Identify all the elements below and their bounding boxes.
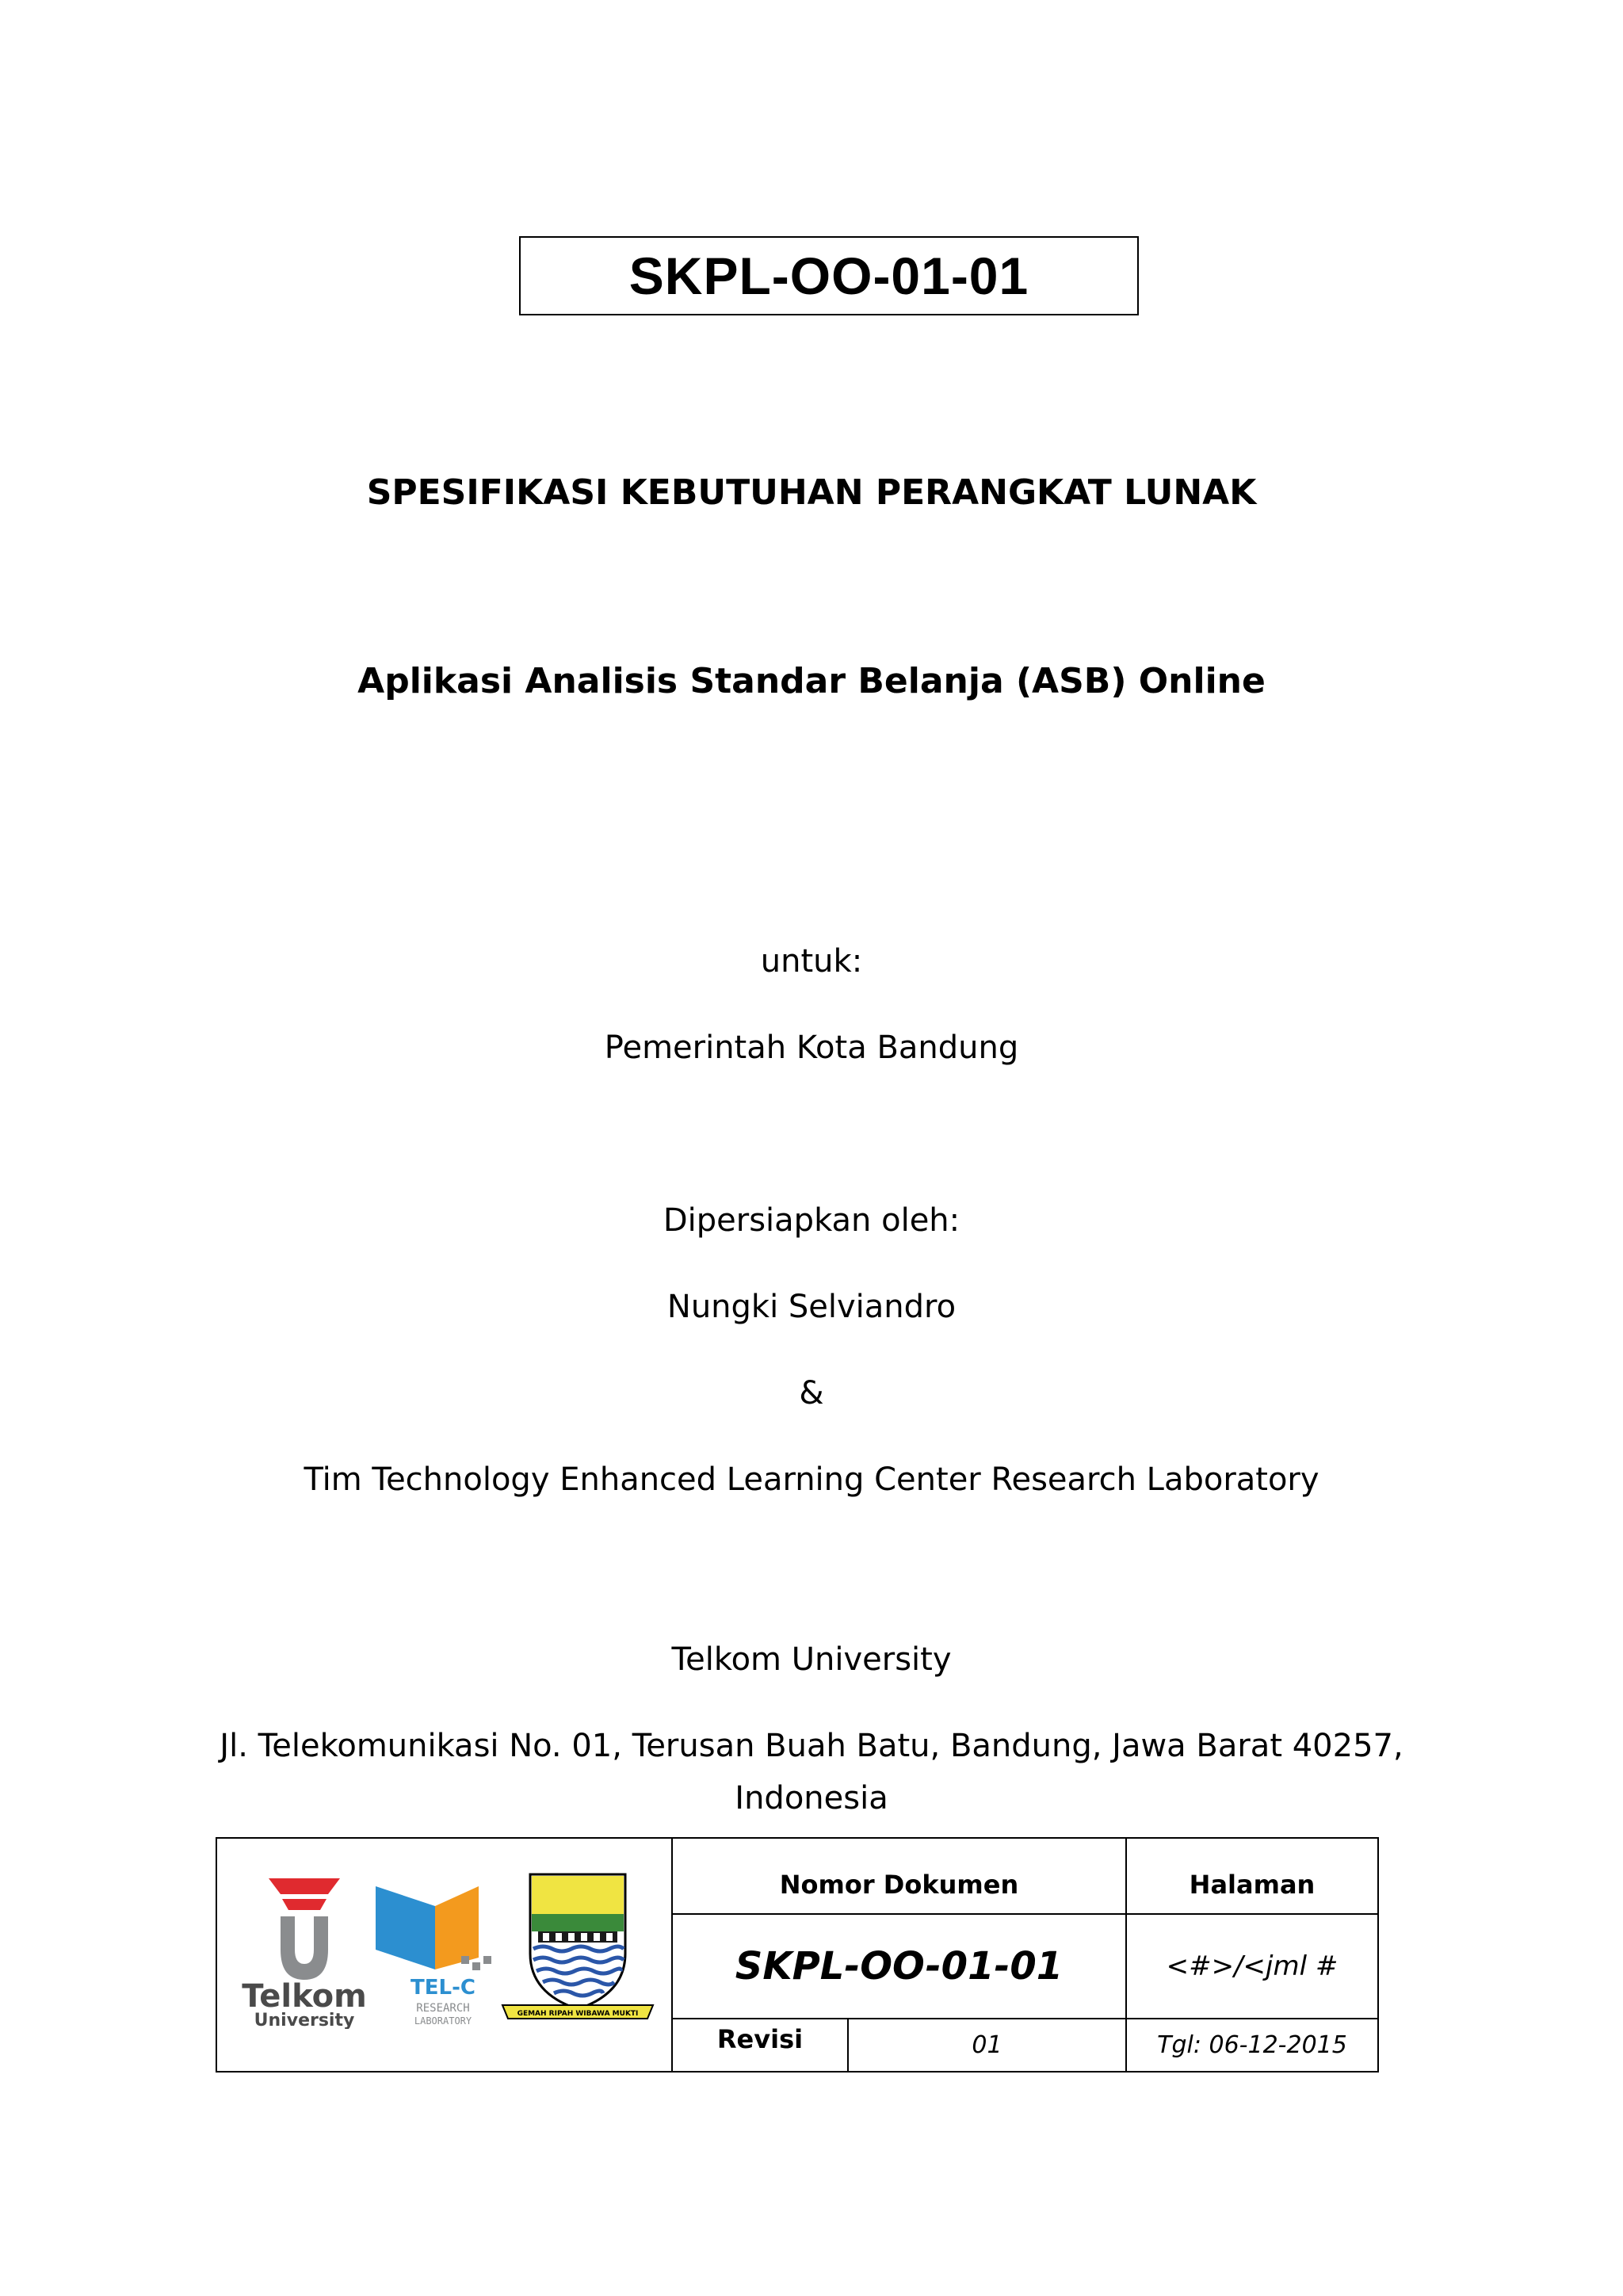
author-name: Nungki Selviandro (666, 1289, 957, 1325)
telc-laboratory-text: LABORATORY (414, 2015, 472, 2027)
document-subtitle: Aplikasi Analisis Standar Belanja (ASB) Online (357, 661, 1266, 701)
telkom-logo-text: Telkom (242, 1978, 367, 2015)
telc-lab-logo (368, 1870, 502, 2037)
document-code-box (519, 236, 1139, 315)
page-header: Halaman (1127, 1839, 1377, 1915)
bandung-motto-text: GEMAH RIPAH WIBAWA MUKTI (517, 2010, 639, 2018)
document-number-header: Nomor Dokumen (673, 1839, 1127, 1915)
telkom-university-logo (233, 1870, 376, 2029)
page-value: <#>/<jml # (1127, 1915, 1377, 2019)
address-line: Jl. Telekomunikasi No. 01, Terusan Buah Batu, Bandung, Jawa Barat 40257, (220, 1728, 1403, 1764)
for-label: untuk: (760, 943, 863, 980)
document-code: SKPL-OO-01-01 (628, 246, 1029, 305)
ampersand: & (799, 1375, 824, 1412)
prepared-by-label: Dipersiapkan oleh: (663, 1202, 960, 1239)
footer-table (216, 1837, 1379, 2073)
revision-label: Revisi (673, 2019, 849, 2071)
team-name: Tim Technology Enhanced Learning Center Research Laboratory (304, 1461, 1319, 1498)
country-line: Indonesia (735, 1780, 888, 1817)
university-name: Telkom University (671, 1641, 952, 1678)
footer-logos-cell (217, 1839, 673, 2071)
university-logo-text: University (254, 2011, 355, 2029)
telc-logo-text: TEL-C (411, 1976, 475, 2000)
client-name: Pemerintah Kota Bandung (604, 1030, 1019, 1066)
document-number-value: SKPL-OO-01-01 (673, 1915, 1127, 2019)
date-value: Tgl: 06-12-2015 (1157, 2031, 1347, 2059)
revision-value: 01 (849, 2019, 1127, 2071)
bandung-city-emblem (498, 1866, 657, 2041)
document-title: SPESIFIKASI KEBUTUHAN PERANGKAT LUNAK (366, 472, 1257, 513)
telc-research-text: RESEARCH (416, 2002, 470, 2015)
